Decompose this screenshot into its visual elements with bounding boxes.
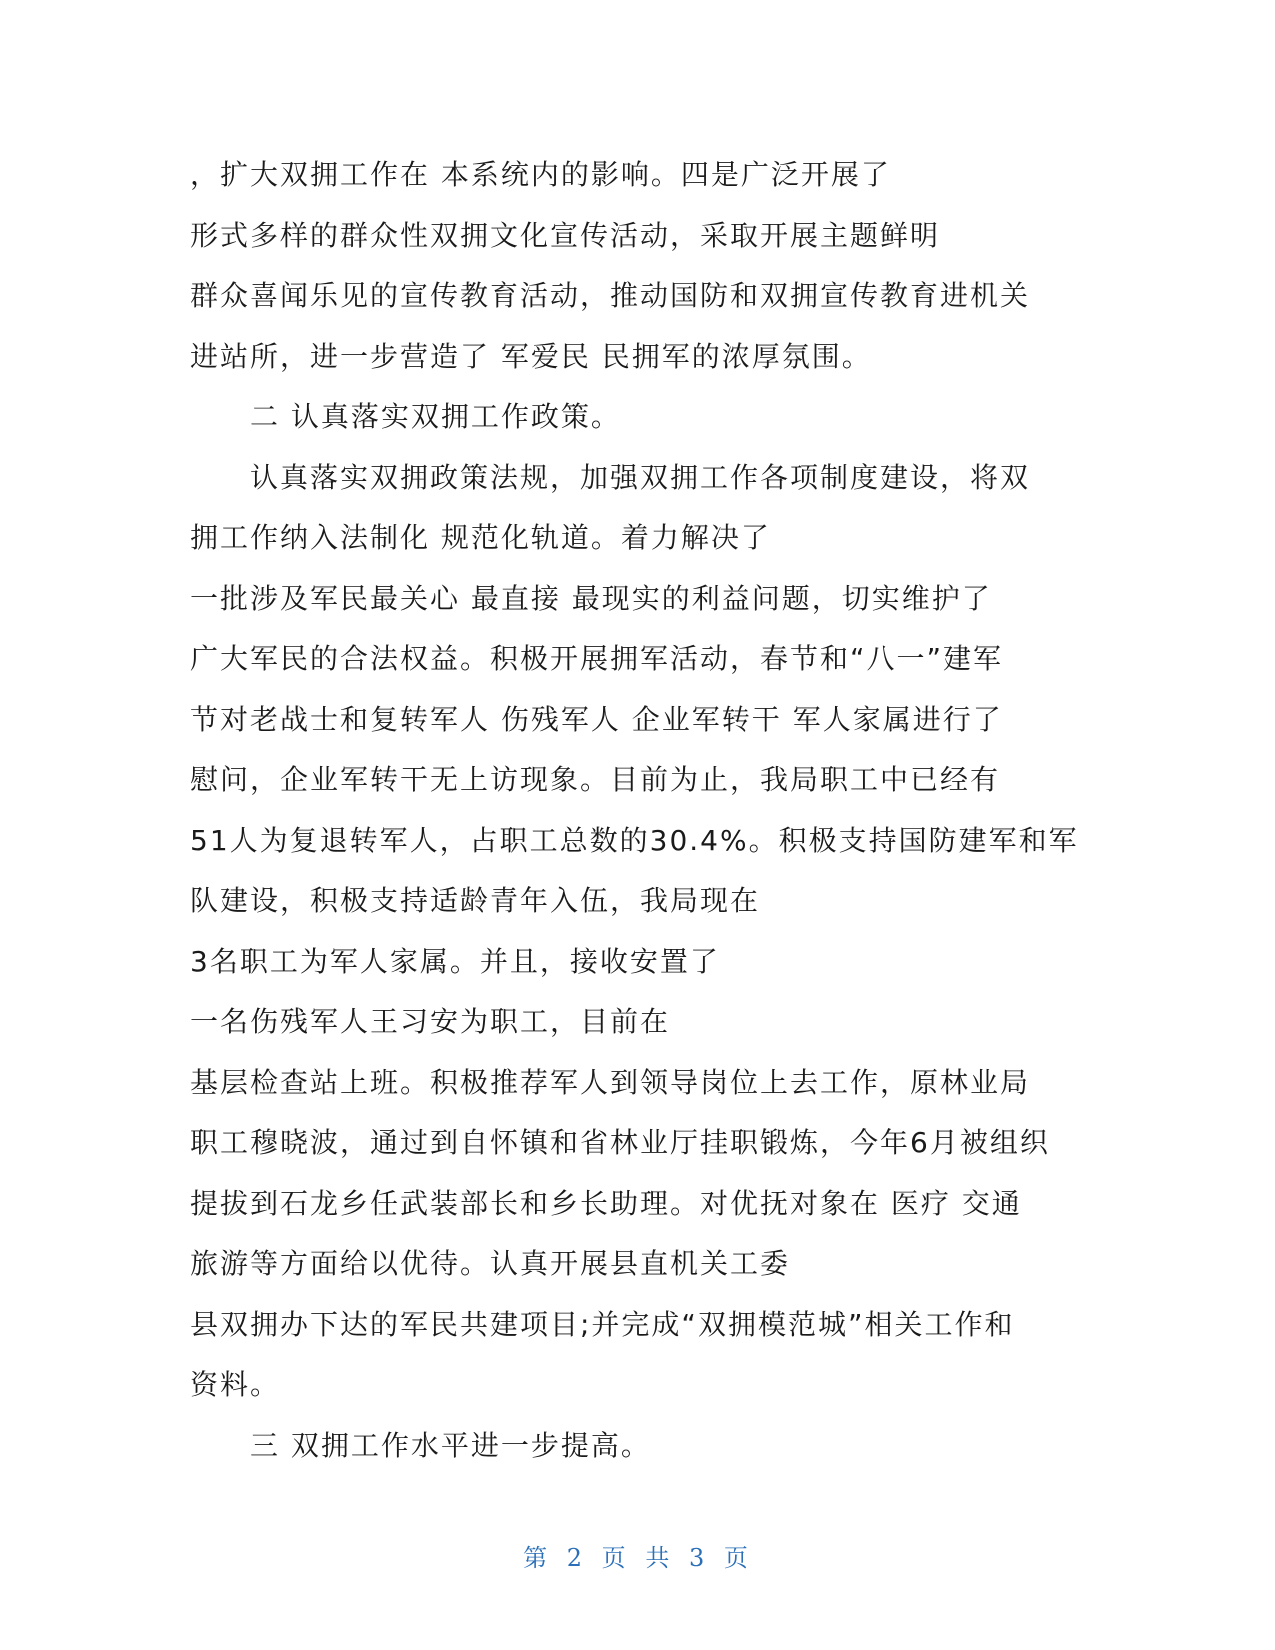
text-line: 队建设，积极支持适龄青年入伍，我局现在	[190, 884, 761, 917]
current-page-number: 2	[566, 1544, 587, 1572]
text-line: 基层检查站上班。积极推荐军人到领导岗位上去工作，原林业局	[190, 1065, 1031, 1099]
section-heading: 三 双拥工作水平进一步提高。	[250, 1428, 651, 1462]
text-line: 职工穆晓波，通过到自怀镇和省林业厅挂职锻炼，今年6月被组织	[190, 1126, 1050, 1159]
text-line: 3名职工为军人家属。并且，接收安置了	[190, 944, 720, 978]
total-pages-number: 3	[688, 1544, 709, 1572]
text-line: 一批涉及军民最关心 最直接 最现实的利益问题，切实维护了	[190, 581, 992, 615]
text-line: 一名伤残军人王习安为职工，目前在	[190, 1005, 671, 1038]
text-line: 群众喜闻乐见的宣传教育活动，推动国防和双拥宣传教育进机关	[190, 279, 1031, 312]
text-line: ，扩大双拥工作在 本系统内的影响。四是广泛开展了	[190, 158, 891, 191]
text-line: 提拔到石龙乡任武装部长和乡长助理。对优抚对象在 医疗 交通	[190, 1186, 1022, 1220]
text-line: 广大军民的合法权益。积极开展拥军活动，春节和“八一”建军	[190, 642, 1004, 675]
text-line: 拥工作纳入法制化 规范化轨道。着力解决了	[190, 521, 771, 554]
section-heading: 二 认真落实双拥工作政策。	[250, 400, 621, 433]
text-line: 节对老战士和复转军人 伤残军人 企业军转干 军人家属进行了	[190, 702, 1003, 736]
document-body	[190, 145, 1090, 1476]
text-line: 慰问，企业军转干无上访现象。目前为止，我局职工中已经有	[190, 763, 1001, 796]
page-label: 第	[523, 1544, 552, 1572]
text-line: 县双拥办下达的军民共建项目;并完成“双拥模范城”相关工作和	[190, 1307, 1015, 1341]
page-footer	[0, 1538, 1275, 1573]
page-unit-label: 页	[601, 1544, 630, 1572]
total-label: 共	[645, 1544, 674, 1572]
text-line: 旅游等方面给以优待。认真开展县直机关工委	[190, 1247, 791, 1280]
page-unit-label-end: 页	[723, 1544, 752, 1572]
text-line: 形式多样的群众性双拥文化宣传活动，采取开展主题鲜明	[190, 218, 941, 252]
text-line: 进站所，进一步营造了 军爱民 民拥军的浓厚氛围。	[190, 339, 872, 373]
text-line: 51人为复退转军人，占职工总数的30.4%。积极支持国防建军和军	[190, 823, 1079, 857]
text-line: 资料。	[190, 1368, 281, 1401]
text-line: 认真落实双拥政策法规，加强双拥工作各项制度建设，将双	[250, 460, 1031, 494]
